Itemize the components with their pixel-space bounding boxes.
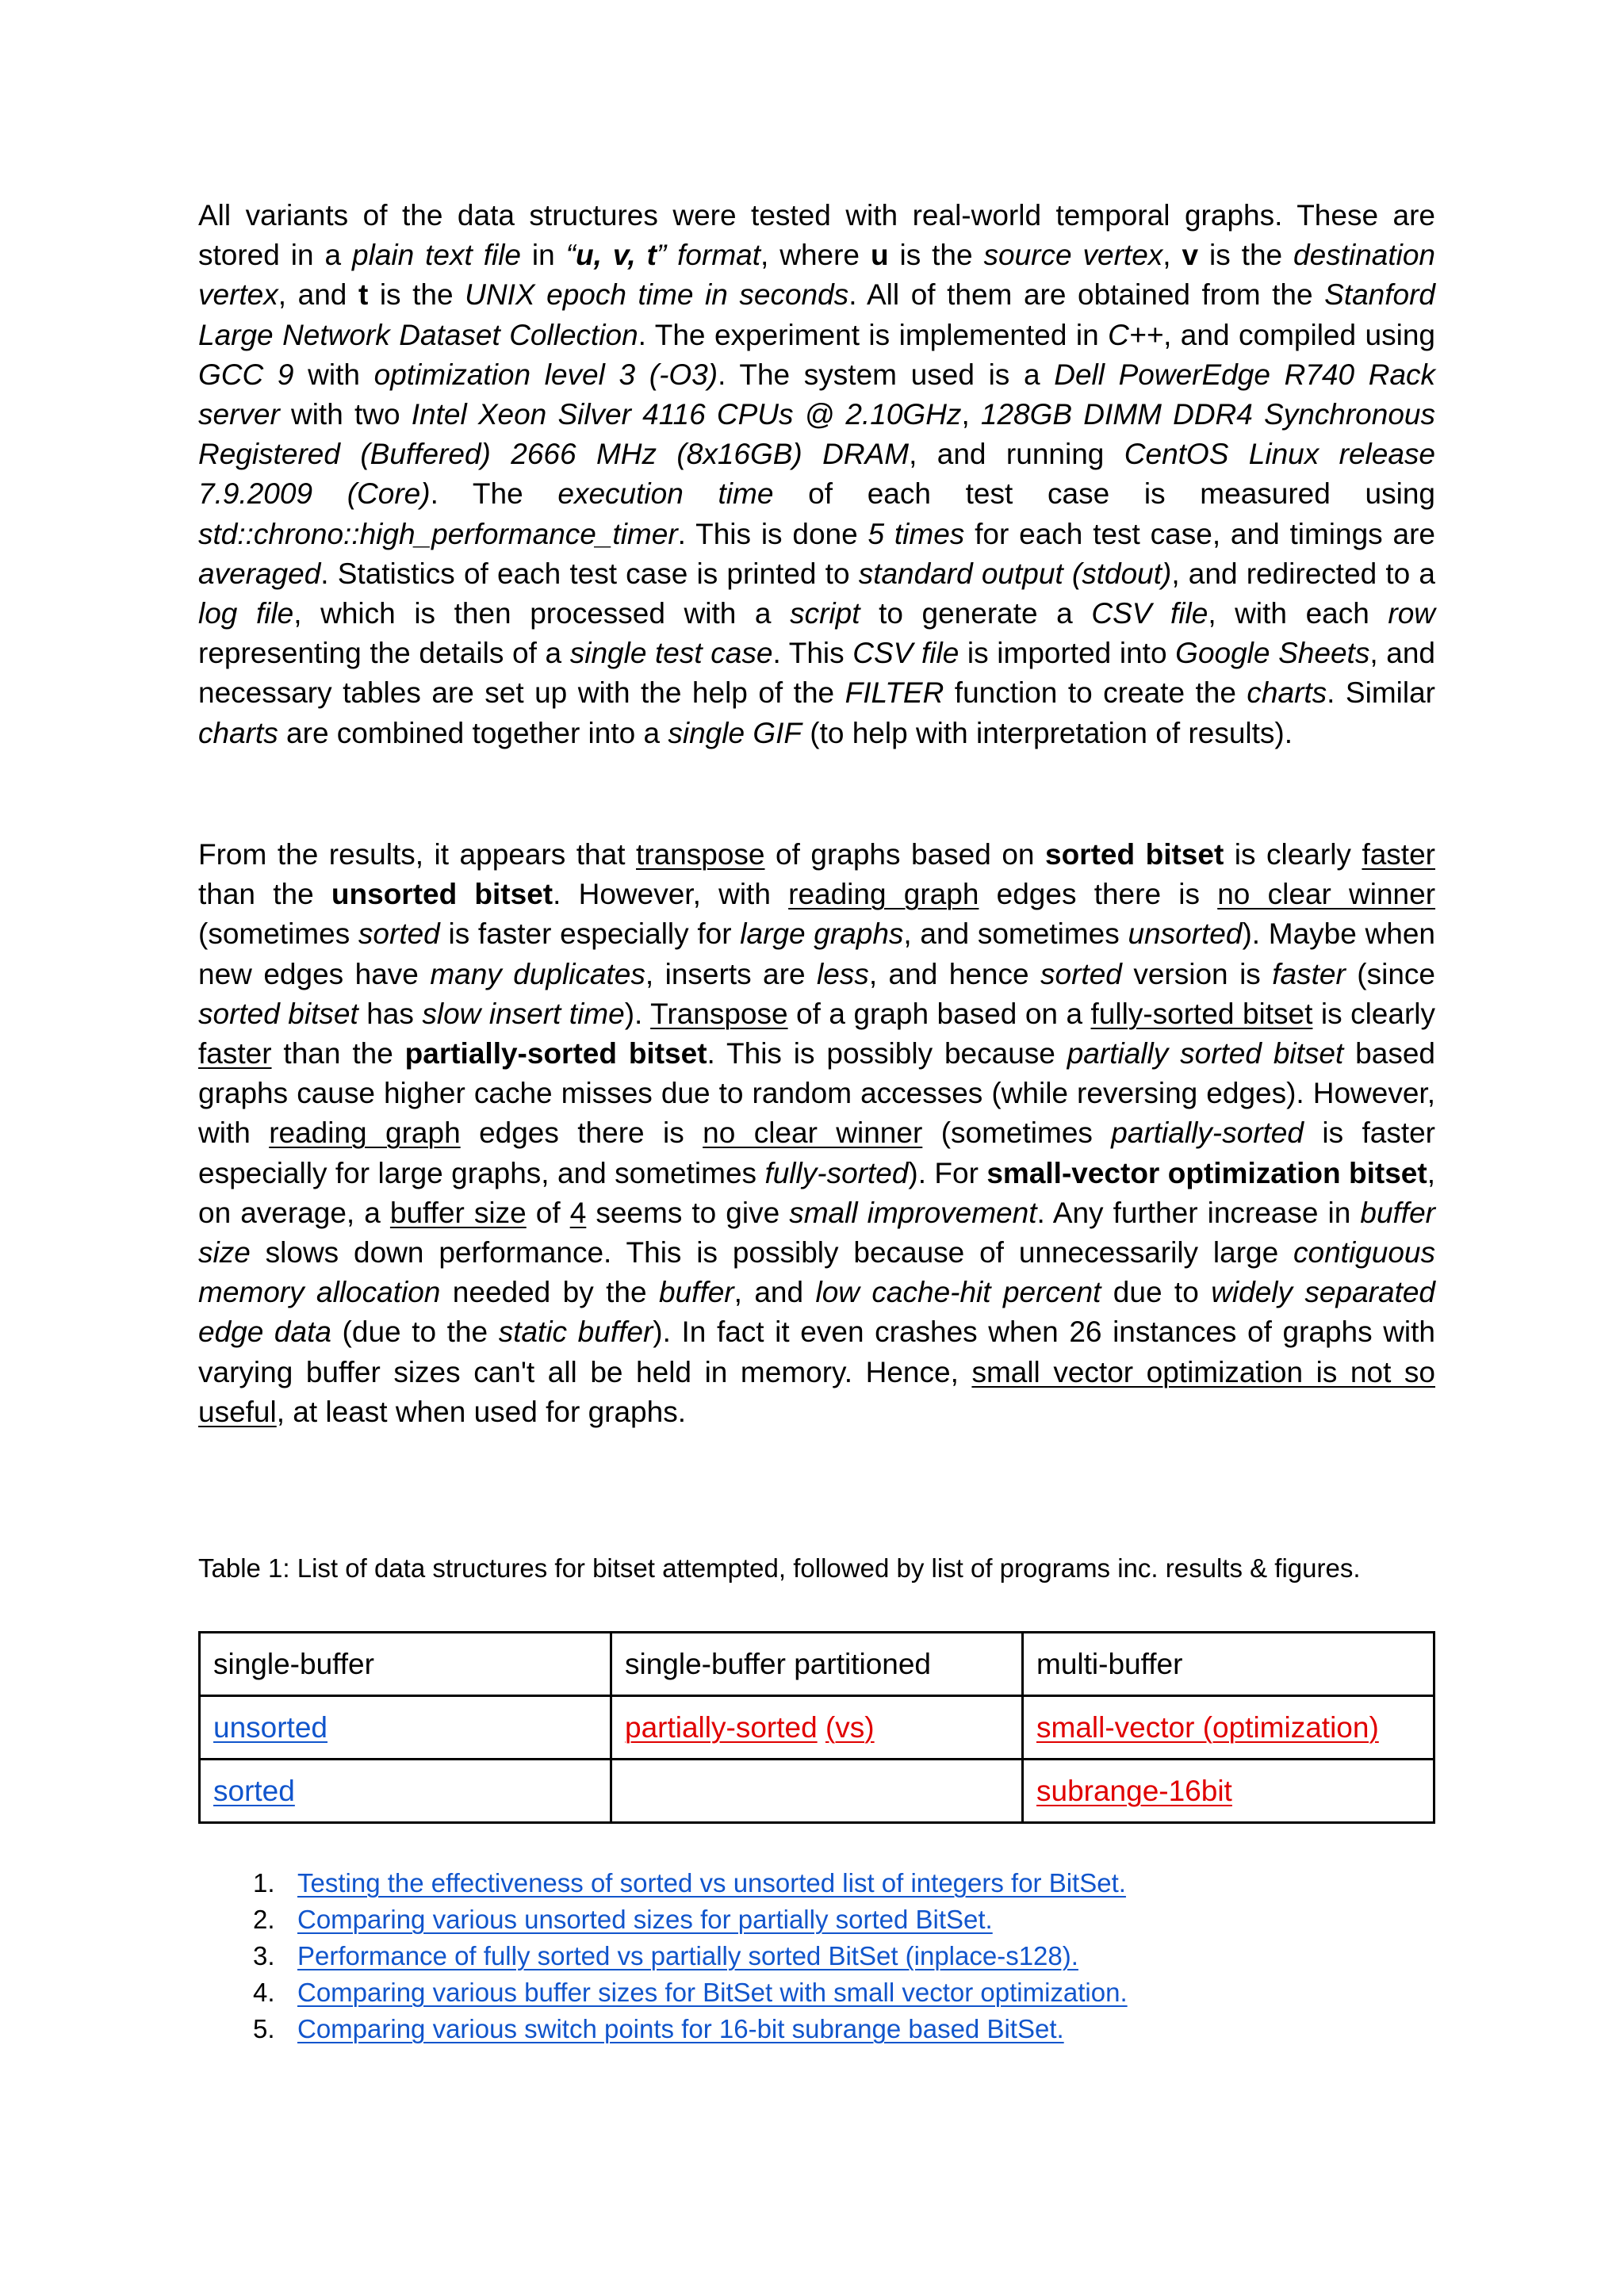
table-row: [200, 1696, 1434, 1760]
text: . All of them are obtained from the: [848, 278, 1325, 312]
header-single-buffer-partitioned: single-buffer partitioned: [611, 1633, 1023, 1696]
program-link[interactable]: Testing the effectiveness of sorted vs unsorted list of integers for BitSet.: [297, 1868, 1126, 1898]
program-link[interactable]: Comparing various unsorted sizes for partially sorted BitSet.: [297, 1905, 993, 1934]
text: . Similar: [1327, 676, 1435, 710]
emphasis: GCC 9: [198, 358, 294, 391]
emphasis: buffer: [659, 1276, 734, 1309]
table-header-row: [200, 1633, 1434, 1696]
text: of: [526, 1196, 570, 1229]
text: , and necessary tables are set up with the help of the: [198, 637, 1435, 710]
emphasis: single GIF: [668, 716, 802, 749]
underlined-text: no clear winner: [1217, 878, 1436, 911]
emphasis: buffer size: [198, 1196, 1435, 1270]
text: with: [293, 358, 374, 391]
emphasis: Dell PowerEdge R740 Rack server: [198, 358, 1436, 431]
emphasis: widely separated edge data: [198, 1276, 1435, 1349]
text: (since: [1345, 957, 1435, 990]
emphasis: single test case: [569, 637, 773, 670]
underlined-text: faster: [198, 1037, 272, 1070]
table-caption: Table 1: List of data structures for bitset attempted, followed by list of programs inc. results & figures.: [198, 1553, 1361, 1583]
strong: u, v, t: [576, 239, 657, 272]
list-number: 1.: [253, 1868, 275, 1898]
emphasis: Google Sheets: [1175, 637, 1370, 670]
text: ). Maybe when new edges have: [198, 917, 1435, 990]
underlined-text: reading graph: [269, 1116, 461, 1150]
text: . This is done: [677, 517, 868, 550]
text: are combined together into a: [278, 716, 668, 749]
emphasis: CSV file: [1091, 597, 1208, 630]
underlined-text: no clear winner: [703, 1116, 923, 1150]
header-single-buffer: single-buffer: [200, 1633, 611, 1696]
text: , and redirected to a: [1171, 557, 1435, 590]
text: , and: [733, 1276, 816, 1309]
emphasis: low cache-hit percent: [815, 1276, 1101, 1309]
underlined-text: Transpose: [650, 997, 788, 1030]
text: is the: [1198, 239, 1294, 272]
text: edges there is: [460, 1116, 703, 1150]
emphasis: sorted: [1040, 957, 1122, 990]
table-cell: [200, 1696, 611, 1760]
list-number-wrap: [198, 1865, 297, 1901]
emphasis: execution time: [557, 477, 774, 511]
text: . Statistics of each test case is printed to: [320, 557, 859, 590]
emphasis: log file: [198, 597, 294, 630]
strong: v: [1182, 239, 1199, 272]
text: . The: [430, 477, 558, 511]
methodology-paragraph: [198, 196, 1435, 753]
text: based graphs cause higher cache misses due to random accesses (while reversing edges). However, with: [198, 1037, 1435, 1150]
emphasis: 5 times: [868, 517, 965, 550]
text: of a graph based on a: [787, 997, 1091, 1030]
list-item: [198, 1901, 1128, 1938]
emphasis: CentOS Linux release 7.9.2009 (Core): [198, 438, 1435, 511]
text: representing the details of a: [198, 637, 570, 670]
emphasis: FILTER: [845, 676, 944, 710]
strong: sorted bitset: [1045, 838, 1224, 871]
text: , where: [760, 239, 871, 272]
emphasis: script: [790, 597, 860, 630]
text: . Any further increase in: [1036, 1196, 1361, 1229]
emphasis: source vertex: [983, 239, 1163, 272]
text: of each test case is measured using: [773, 477, 1435, 511]
emphasis: faster: [1272, 957, 1346, 990]
text: , at least when used for graphs.: [276, 1395, 686, 1428]
list-number: 3.: [253, 1941, 275, 1970]
text: , and running: [909, 438, 1124, 471]
emphasis: many duplicates: [430, 957, 645, 990]
emphasis: 128GB DIMM DDR4 Synchronous Registered (Buffered) 2666 MHz (8x16GB) DRAM: [198, 398, 1435, 471]
emphasis: CSV file: [852, 637, 959, 670]
results-paragraph: [198, 835, 1435, 1432]
text: ,: [961, 398, 981, 431]
text: than the: [198, 878, 331, 911]
text: is the: [888, 239, 984, 272]
cell-spacer: [818, 1711, 825, 1744]
list-number-wrap: [198, 1974, 297, 2011]
emphasis: slow insert time: [422, 997, 625, 1030]
emphasis: large graphs: [740, 917, 904, 951]
text: , and hence: [868, 957, 1041, 990]
text: ). For: [908, 1156, 987, 1189]
text: of graphs based on: [764, 838, 1045, 871]
list-number-wrap: [198, 2011, 297, 2047]
table-cell: [611, 1696, 1023, 1760]
program-link[interactable]: Comparing various buffer sizes for BitSet with small vector optimization.: [297, 1978, 1128, 2007]
table-cell: [1023, 1696, 1434, 1760]
text: is clearly: [1312, 997, 1435, 1030]
text: with two: [279, 398, 412, 431]
text: , on average, a: [198, 1156, 1435, 1229]
emphasis: contiguous memory allocation: [198, 1236, 1435, 1309]
text: has: [358, 997, 423, 1030]
text: , which is then processed with a: [293, 597, 791, 630]
text: version is: [1121, 957, 1273, 990]
text: , inserts are: [645, 957, 817, 990]
text: ” format: [656, 239, 761, 272]
small-vector-link[interactable]: small-vector (optimization): [1036, 1710, 1379, 1744]
text: is faster especially for: [439, 917, 741, 951]
list-number: 2.: [253, 1905, 275, 1934]
subrange-16bit-link[interactable]: subrange-16bit: [1036, 1774, 1232, 1807]
table-cell-empty: [611, 1760, 1023, 1823]
list-number: 5.: [253, 2014, 275, 2043]
text: (to help with interpretation of results).: [801, 716, 1293, 749]
text: slows down performance. This is possibly because of unnecessarily large: [250, 1236, 1294, 1270]
list-item: [198, 1938, 1128, 1974]
vs-link[interactable]: (vs): [825, 1710, 875, 1744]
text: , with each: [1208, 597, 1388, 630]
emphasis: partially-sorted: [1111, 1116, 1304, 1150]
emphasis: unsorted: [1128, 917, 1243, 951]
underlined-text: faster: [1362, 838, 1435, 871]
list-item: [198, 2011, 1128, 2047]
header-multi-buffer: multi-buffer: [1023, 1633, 1434, 1696]
text: is the: [368, 278, 465, 312]
text: edges there is: [979, 878, 1218, 911]
strong: small-vector optimization bitset: [986, 1156, 1427, 1189]
text: ,: [1162, 239, 1182, 272]
emphasis: destination vertex: [198, 239, 1436, 312]
text: . The system used is a: [718, 358, 1055, 391]
emphasis: [566, 239, 760, 271]
text: All variants of the data structures were tested with real-world temporal graphs. These are stored in a: [198, 199, 1435, 272]
emphasis: partially sorted bitset: [1067, 1037, 1344, 1070]
emphasis: plain text file: [352, 239, 521, 272]
text: . This is possibly because: [707, 1037, 1067, 1070]
emphasis: charts: [198, 716, 278, 749]
text: , and compiled using: [1163, 318, 1435, 351]
text: (sometimes: [922, 1116, 1112, 1150]
underlined-text: 4: [569, 1196, 587, 1229]
strong: unsorted bitset: [331, 878, 553, 911]
emphasis: charts: [1247, 676, 1327, 710]
text: for each test case, and timings are: [964, 517, 1435, 550]
emphasis: less: [817, 957, 869, 990]
text: ). In fact it even crashes when 26 instances of graphs with varying buffer sizes can't all be held in memory. Hence,: [198, 1316, 1435, 1388]
list-number-wrap: [198, 1901, 297, 1938]
emphasis: C++: [1108, 318, 1164, 351]
text: due to: [1101, 1276, 1212, 1309]
emphasis: averaged: [198, 557, 321, 590]
emphasis: small improvement: [789, 1196, 1037, 1229]
program-link[interactable]: Performance of fully sorted vs partially sorted BitSet (inplace-s128).: [297, 1941, 1078, 1970]
emphasis: Intel Xeon Silver 4116 CPUs @ 2.10GHz: [411, 398, 962, 431]
underlined-text: small vector optimization is not so useful: [198, 1355, 1435, 1428]
strong: partially-sorted bitset: [404, 1037, 707, 1070]
text: seems to give: [586, 1196, 790, 1229]
text: (due to the: [331, 1316, 499, 1349]
emphasis: fully-sorted: [764, 1156, 909, 1189]
text: , and sometimes: [903, 917, 1128, 951]
text: . This: [772, 637, 853, 670]
text: (sometimes: [198, 917, 358, 951]
underlined-text: reading graph: [788, 878, 979, 911]
text: is imported into: [959, 637, 1176, 670]
strong: t: [358, 278, 369, 312]
underlined-text: buffer size: [389, 1196, 527, 1229]
table-cell: [200, 1760, 611, 1823]
underlined-text: transpose: [636, 838, 765, 871]
sorted-link[interactable]: sorted: [213, 1774, 295, 1807]
emphasis: std::chrono::high_performance_timer: [198, 517, 678, 550]
emphasis: optimization level 3 (-O3): [373, 358, 718, 391]
bitset-structures-table: [198, 1631, 1435, 1824]
list-number-wrap: [198, 1938, 297, 1974]
list-item: [198, 1974, 1128, 2011]
text: . The experiment is implemented in: [638, 318, 1109, 351]
text: function to create the: [944, 676, 1247, 710]
emphasis: Stanford Large Network Dataset Collection: [198, 278, 1436, 351]
table-row: [200, 1760, 1434, 1823]
emphasis: standard output (stdout): [858, 557, 1172, 590]
emphasis: UNIX epoch time in seconds: [465, 278, 849, 312]
table-cell: [1023, 1760, 1434, 1823]
text: is faster especially for large graphs, and sometimes: [198, 1116, 1436, 1189]
emphasis: row: [1388, 597, 1436, 630]
emphasis: sorted bitset: [198, 997, 358, 1030]
emphasis: sorted: [358, 917, 440, 951]
text: ).: [624, 997, 651, 1030]
emphasis: static buffer: [498, 1316, 653, 1349]
programs-list: [198, 1865, 1128, 2047]
text: . However, with: [553, 878, 789, 911]
text: than the: [271, 1037, 405, 1070]
partially-sorted-link[interactable]: partially-sorted: [625, 1710, 818, 1744]
text: is clearly: [1224, 838, 1362, 871]
text: in: [521, 239, 566, 272]
strong: u: [870, 239, 889, 272]
list-number: 4.: [253, 1978, 275, 2007]
text: From the results, it appears that: [198, 838, 636, 871]
program-link[interactable]: Comparing various switch points for 16-bit subrange based BitSet.: [297, 2014, 1064, 2043]
text: , and: [278, 278, 358, 312]
text: needed by the: [440, 1276, 660, 1309]
unsorted-link[interactable]: unsorted: [213, 1710, 327, 1744]
list-item: [198, 1865, 1128, 1901]
underlined-text: fully-sorted bitset: [1090, 997, 1313, 1030]
text: “: [565, 239, 576, 272]
text: to generate a: [860, 597, 1092, 630]
